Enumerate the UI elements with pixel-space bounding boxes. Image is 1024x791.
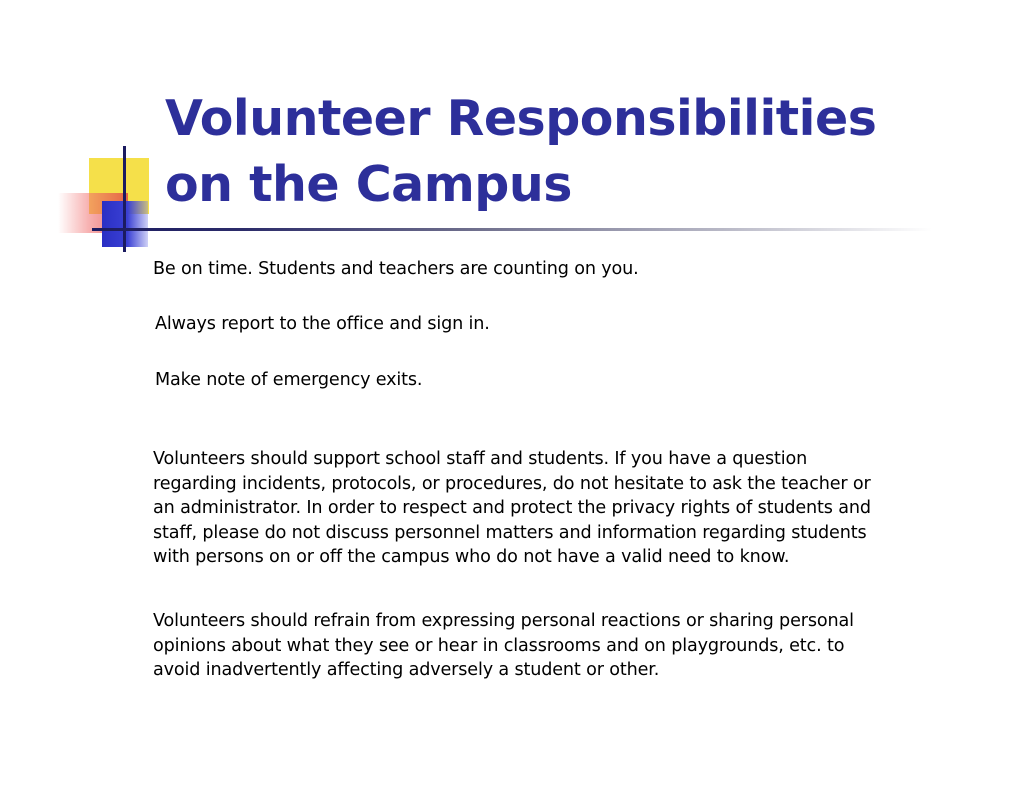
bullet-emergency-exits: Make note of emergency exits. [155, 370, 423, 390]
title-underline-rule [92, 228, 932, 231]
paragraph-support-staff: Volunteers should support school staff and students. If you have a question regarding incidents, protocols, or procedures, do not hesitate to ask the teacher or an administrator. In order to respect and protect the privacy rights of students and staff, please do not discuss personnel matters and information regarding students with persons on or off the campus who do not have a valid need to know. [153, 449, 871, 567]
slide-title: Volunteer Responsibilities on the Campus [165, 90, 877, 213]
bullet-report-to-office: Always report to the office and sign in. [155, 314, 490, 334]
bullet-be-on-time: Be on time. Students and teachers are counting on you. [153, 259, 639, 279]
paragraph-refrain-opinions: Volunteers should refrain from expressing personal reactions or sharing personal opinions about what they see or hear in classrooms and on playgrounds, etc. to avoid inadvertently affecting adversely a student or other. [153, 611, 854, 680]
logo-vertical-line [123, 146, 126, 252]
